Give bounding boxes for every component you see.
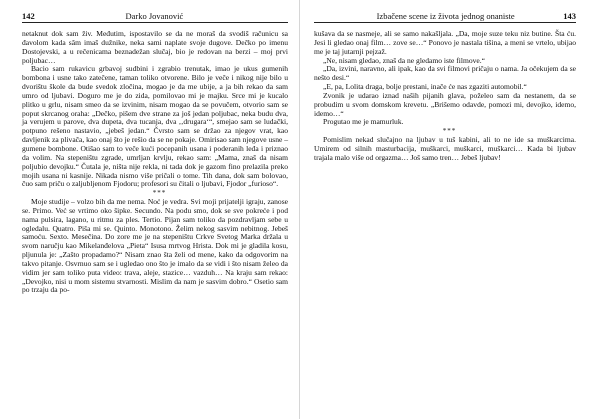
- right-page: [300, 0, 600, 419]
- paragraph: Bacio sam rukavicu grbavoj sudbini i zgrabio trenutak, imao je ukus gumenih bombona i usne tako zatečene, taman toliko otvorene. Bilo je veče i nikog nije bilo u dvorištu škole da bude svedok zločina, mogao je da me ubije, a ja bih rekao da sam umro od ljubavi. Doguro me je do zida, pomilovao mi je majku. Srce mi je kucalo plitko u grlu, nisam smeo da se izvinim, nisam mogao da se povučem, otvorio sam se poput skrcanog oraha: „Dečko, pišem dve strane za još jedan poljubac, neka budu dva, ja verujem u parove, dva dupeta, dva tucanja, dva ,‚drugara‘“, smejao sam se ludački, potpuno rešeno nastavio, „jebeš jedan.“ Čvrsto sam se držao za njegov vrat, kao davljenik za plivača, kao onaj što je rešio da se ne pokaje. Omirisao sam njegove usne – gumene bombone. Otišao sam to veče kući pocepanih usana i poderanih leđa i priznao da volim. Na stepeništu zgrade, umrljan krvlju, rekao sam: „Mama, znaš da nisam poljubio devojku.“ Čutala je, ništa nije rekla, ni tada dok je gazom fino prelazila preko mojih usana ni kasnije. Nikada nismo više pričali o tome. Tih dana, dok sam bolovao, čuo sam priču o zaljubljenom Fjodoru; profesori su čitali o ljubavi, Fjodor „furioso“.: [22, 64, 288, 189]
- right-running-head: Izbačene scene iz života jednog onaniste: [376, 11, 515, 21]
- paragraph: „E, pa, Lolita draga, bolje prestani, inače će nas zgaziti automobil.“: [323, 82, 527, 92]
- paragraph: „Ne, nisam gledao, znaš da ne gledamo iste filmove.“: [323, 55, 485, 65]
- right-page-header: [314, 11, 576, 23]
- left-page-number: 142: [22, 11, 35, 21]
- left-running-head: Darko Jovanović: [125, 11, 184, 21]
- paragraph: Pomislim nekad slučajno na ljubav u tuš kabini, ali to ne ide sa muškarcima. Umirem od silnih masturbacija, muškarci, muškarci, muškarci… Kada bi ljubav trajala malo više od orgazma… Još samo tren… Jebeš ljubav!: [314, 135, 576, 162]
- left-page-body: [22, 30, 288, 295]
- paragraph: kušava da se nasmeje, ali se samo nakašljala. „Da, moje suze teku niz butine. Šta ću. Jesi li gledao onaj film… zove se…“ Ponovo je nastala tišina, a meni se vrtelo, ubijao me je taj jutarnji pejzaž.: [314, 29, 576, 56]
- left-page-header: [22, 11, 288, 23]
- paragraph: Moje studije – volzo bih da me nema. Noć je vedra. Svi moji prijatelji igraju, zanose se. Primo. Već se vrtimo oko šipke. Secundo. Na podu smo, dok se sve pokreće i pod nama pulsira, lagano, u ritmu za ples. Tertio. Pijan sam toliko da pozdravljam sebe u ogledalu. Quatro. Piša mi se. Quinto. Monotono. Želim nekog sasvim nebitnog. Jebeš samoću. Sexto. Mesečina. Do zore me je na stepeništu Crkve Svetog Marka držala u svom naručju kao Mikelanđelova „Pieta“ Isusa mrtvog Hrista. Dok mi je gladila kosu, pljunula je: „Zašto propadamo?“ Nisam znao šta želi od mene, kako da odgovorim na takvo pitanje. Osvrnuo sam se i ugledao ono što je imalo da se vidi i što nisam želeo da vidim jer sam toliko puta video: trava, aleje, stazice… vazduh… Na kraju sam rekao: „Devojko, nisi u mom sistemu stvarnosti. Mislim da nam je sasvim dobro.“ Osetio sam po trzaju da po-: [22, 197, 288, 295]
- section-separator: ***: [442, 127, 457, 136]
- right-page-body: [314, 30, 576, 163]
- section-separator: ***: [152, 189, 167, 198]
- paragraph: „Da, izvini, naravno, ali ipak, kao da svi filmovi pričaju o nama. Ja očekujem da se nešto desi.“: [314, 64, 576, 83]
- right-page-number: 143: [563, 11, 576, 21]
- paragraph: Progutao me je mamurluk.: [323, 117, 404, 127]
- paragraph: netaknut dok sam živ. Međutim, ispostavilo se da ne moraš da svodiš računicu sa đavolom kada sâm imaš dužnike, neka sami naplate svoje dugove. Dečko po imenu Dostojevski, a u rečenicama beznadežan slučaj, bio je redovan na berzi – moj prvi poljubac…: [22, 29, 288, 65]
- paragraph: Zvonik je udarao iznad naših pijanih glava, požele​o sam da nestanem, da se probudim u svom domskom krevetu. „Brišemo odavde, pomozi mi, devojko, idemo, idemo…“: [314, 90, 576, 118]
